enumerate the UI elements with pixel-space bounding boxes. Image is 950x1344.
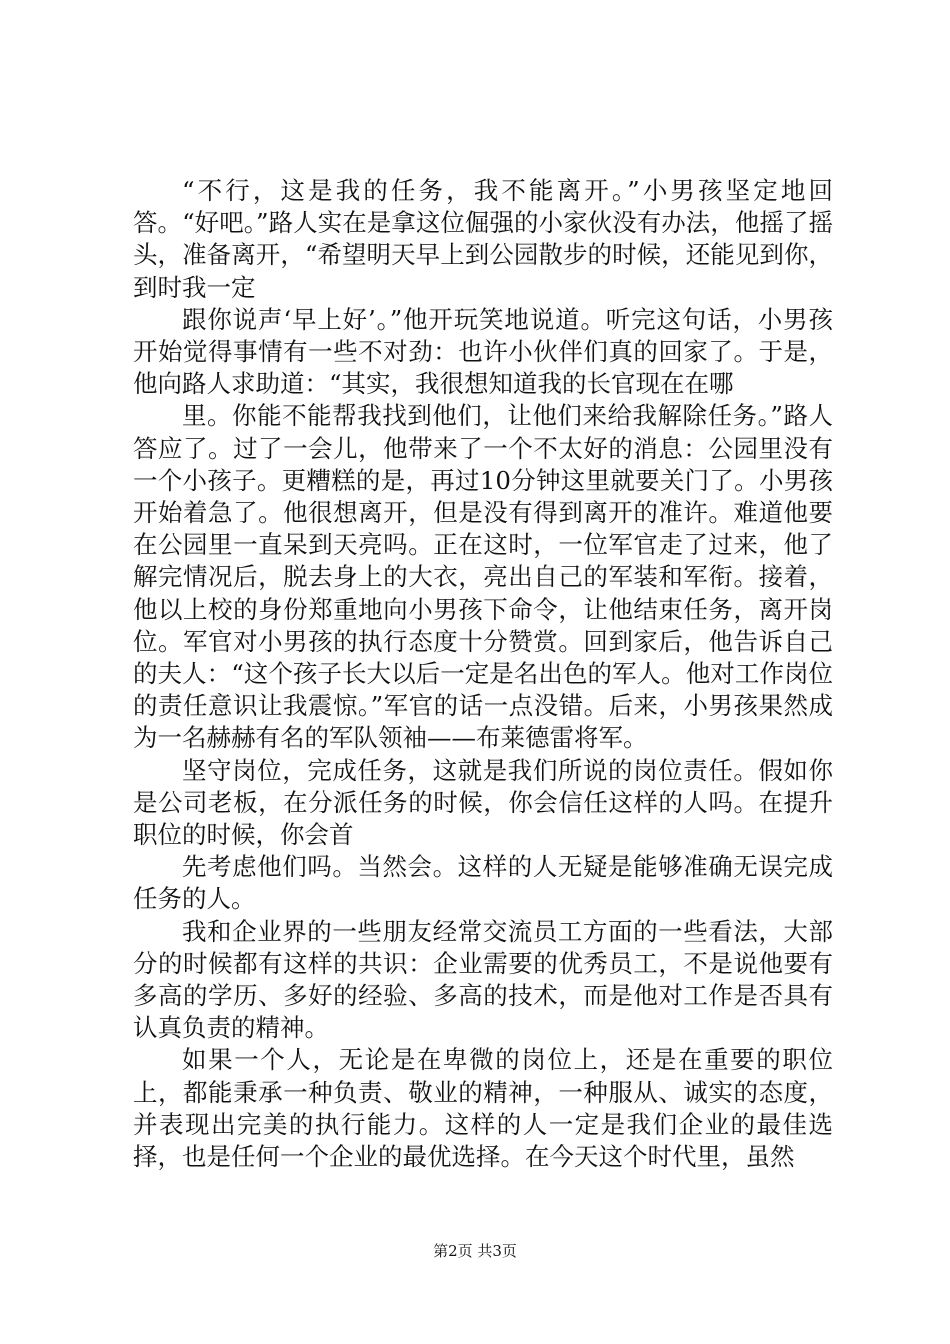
body-text	[133, 175, 833, 1173]
paragraph-3: 里。你能不能帮我找到他们，让他们来给我解除任务。”路人答应了。过了一会儿，他带来了一个不太好的消息：公园里没有一个小孩子。更糟糕的是，再过10分钟这里就要关门了。小男孩开始着急了。他很想离开，但是没有得到离开的准许。难道他要在公园里一直呆到天亮吗。正在这时，一位军官走了过来，他了解完情况后，脱去身上的大衣，亮出自己的军装和军衔。接着，他以上校的身份郑重地向小男孩下命令，让他结束任务，离开岗位。军官对小男孩的执行态度十分赞赏。回到家后，他告诉自己的夫人：“这个孩子长大以后一定是名出色的军人。他对工作岗位的责任意识让我震惊。”军官的话一点没错。后来，小男孩果然成为一名赫赫有名的军队领袖——布莱德雷将军。	[133, 401, 833, 753]
paragraph-2: 跟你说声‘早上好’。”他开玩笑地说道。听完这句话，小男孩开始觉得事情有一些不对劲：也许小伙伴们真的回家了。于是，他向路人求助道：“其实，我很想知道我的长官现在在哪	[133, 304, 833, 399]
paragraph-6: 我和企业界的一些朋友经常交流员工方面的一些看法，大部分的时候都有这样的共识：企业需要的优秀员工，不是说他要有多高的学历、多好的经验、多高的技术，而是他对工作是否具有认真负责的精神。	[133, 916, 833, 1043]
page-footer: 第2页 共3页	[433, 1242, 517, 1260]
paragraph-1: “不行，这是我的任务，我不能离开。”小男孩坚定地回答。“好吧。”路人实在是拿这位倔强的小家伙没有办法，他摇了摇头，准备离开，“希望明天早上到公园散步的时候，还能见到你，到时我一定	[133, 176, 833, 302]
paragraph-7: 如果一个人，无论是在卑微的岗位上，还是在重要的职位上，都能秉承一种负责、敬业的精神，一种服从、诚实的态度，并表现出完美的执行能力。这样的人一定是我们企业的最佳选择，也是任何一个企业的最优选择。在今天这个时代里，虽然	[133, 1045, 833, 1172]
paragraph-5: 先考虑他们吗。当然会。这样的人无疑是能够准确无误完成任务的人。	[133, 852, 833, 914]
paragraph-4: 坚守岗位，完成任务，这就是我们所说的岗位责任。假如你是公司老板，在分派任务的时候，你会信任这样的人吗。在提升职位的时候，你会首	[133, 755, 833, 850]
